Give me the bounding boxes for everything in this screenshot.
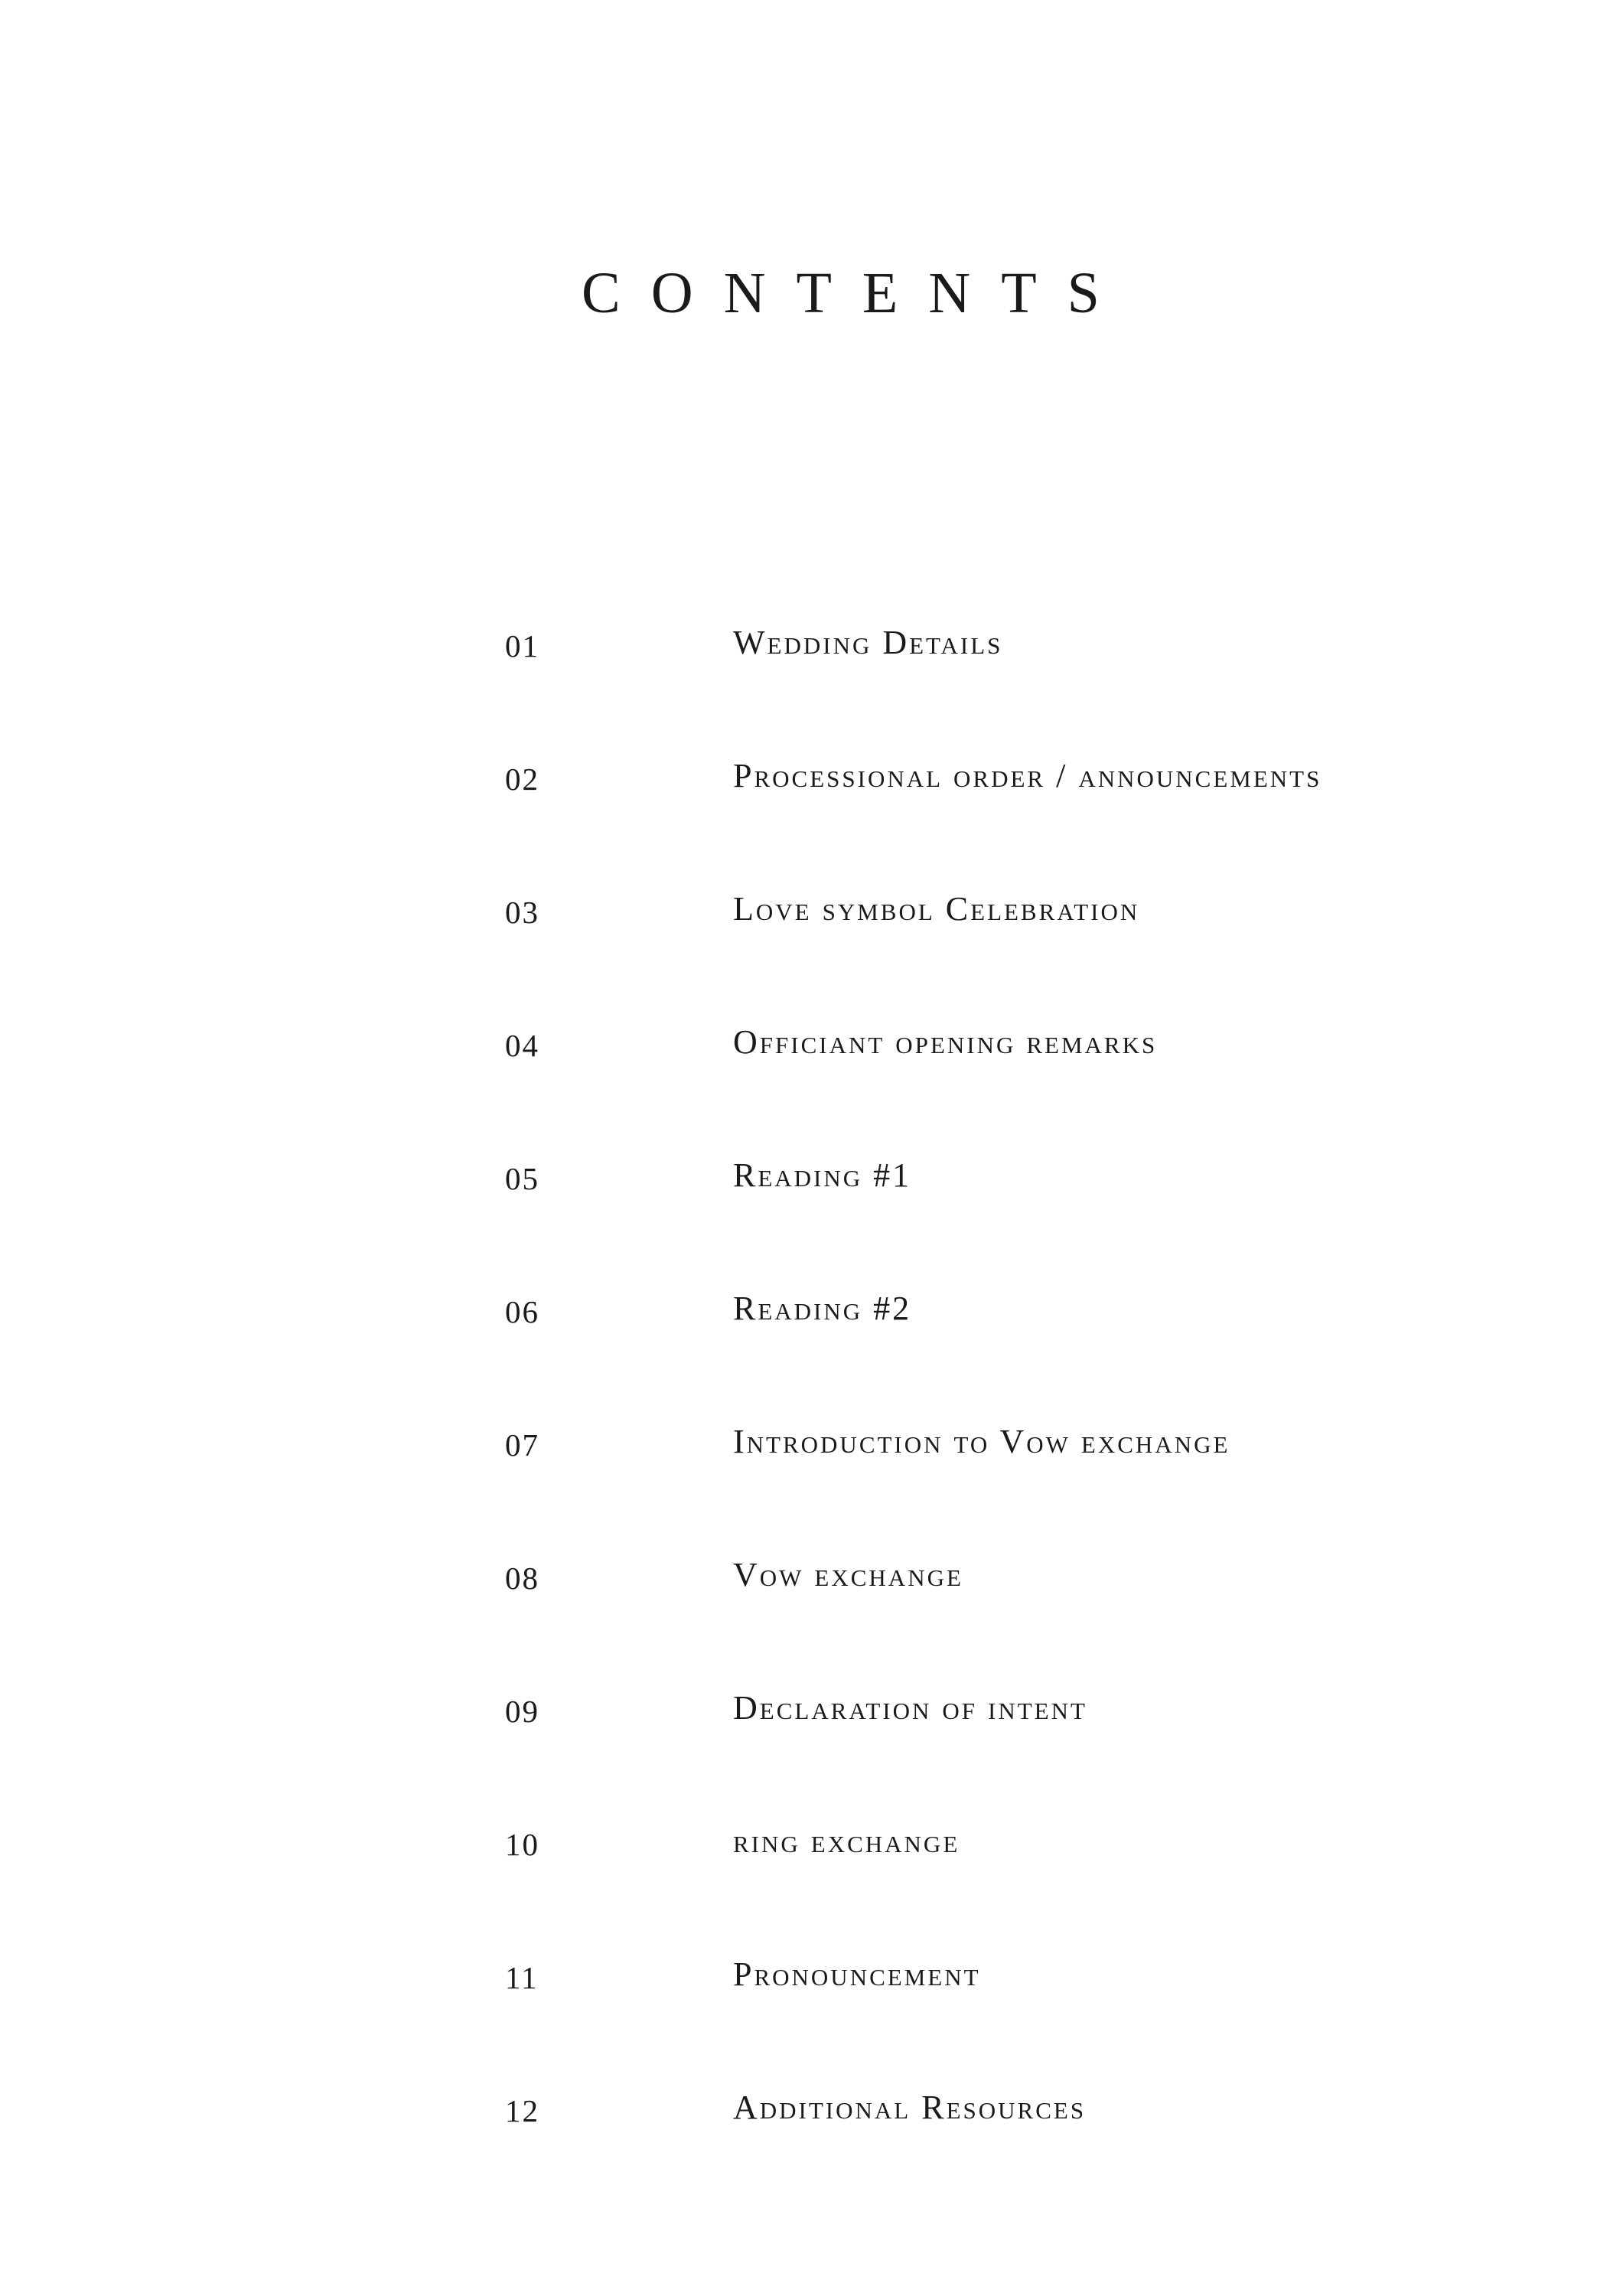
toc-number: 11 [505, 1960, 539, 1995]
toc-entry-03 [505, 879, 1576, 1012]
toc-number: 10 [505, 1827, 539, 1862]
toc-entry-06 [505, 1278, 1576, 1411]
toc-number: 08 [505, 1561, 539, 1596]
toc-label: Pronouncement [733, 1955, 981, 1993]
toc-label: Reading #2 [733, 1290, 912, 1327]
toc-entry-11 [505, 1944, 1576, 2077]
table-of-contents [505, 612, 1576, 2210]
toc-label: Wedding Details [733, 624, 1003, 661]
toc-entry-05 [505, 1145, 1576, 1278]
toc-entry-07 [505, 1411, 1576, 1544]
toc-number: 06 [505, 1294, 539, 1329]
toc-label: Introduction to Vow exchange [733, 1423, 1230, 1460]
toc-entry-09 [505, 1678, 1576, 1811]
toc-number: 07 [505, 1427, 539, 1463]
toc-label: Love symbol Celebration [733, 890, 1140, 928]
page-title: CONTENTS [582, 261, 1130, 325]
toc-entry-08 [505, 1544, 1576, 1678]
toc-number: 09 [505, 1694, 539, 1729]
toc-label: ring exchange [733, 1822, 960, 1860]
toc-label: Officiant opening remarks [733, 1023, 1158, 1061]
toc-label: Vow exchange [733, 1556, 963, 1593]
toc-number: 01 [505, 628, 539, 664]
toc-number: 04 [505, 1028, 539, 1063]
toc-label: Processional order / announcements [733, 757, 1322, 794]
toc-label: Declaration of intent [733, 1689, 1087, 1727]
toc-entry-10 [505, 1811, 1576, 1944]
toc-label: Reading #1 [733, 1156, 912, 1194]
toc-entry-12 [505, 2077, 1576, 2210]
toc-entry-04 [505, 1012, 1576, 1145]
toc-number: 05 [505, 1161, 539, 1196]
toc-number: 02 [505, 762, 539, 797]
toc-label: Additional Resources [733, 2089, 1087, 2126]
toc-entry-02 [505, 745, 1576, 879]
toc-entry-01 [505, 612, 1576, 745]
toc-number: 12 [505, 2093, 539, 2128]
toc-number: 03 [505, 895, 539, 930]
